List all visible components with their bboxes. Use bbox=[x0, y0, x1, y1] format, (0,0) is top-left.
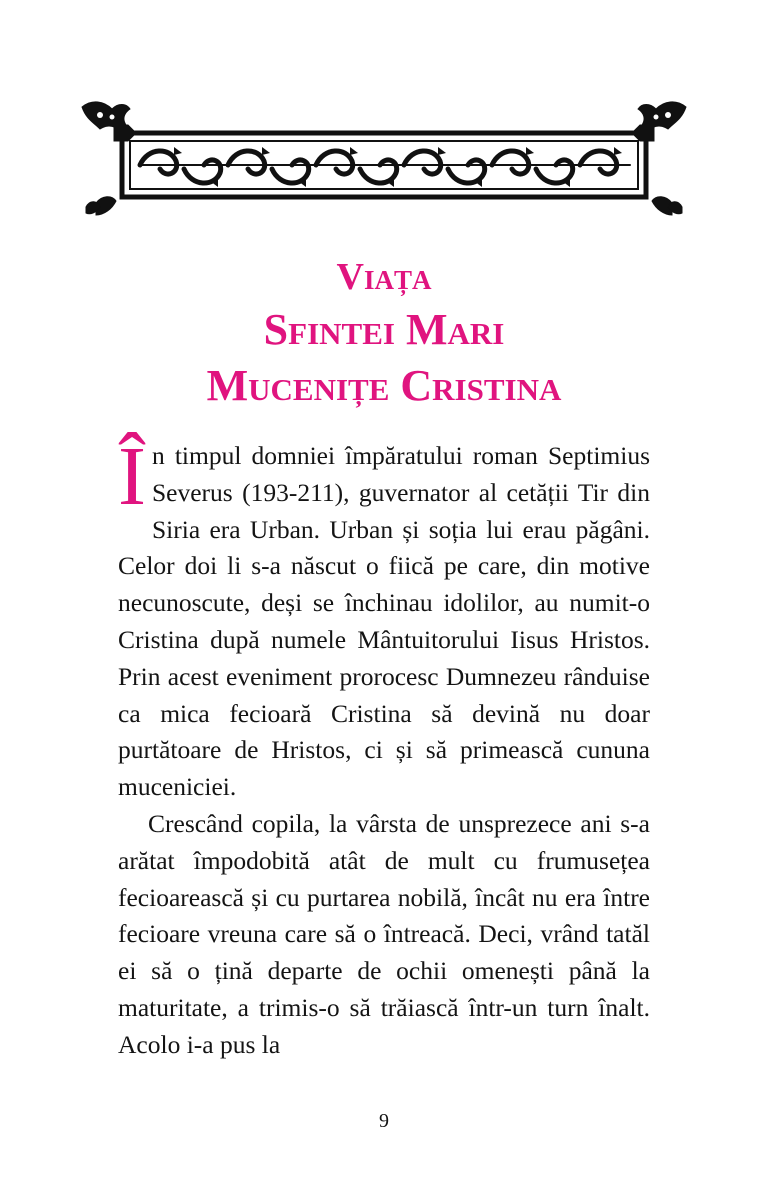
paragraph-2: Crescând copila, la vârsta de unsprezece ani s-a arătat împodobită atât de mult cu frumusețea fecioarească și cu purtarea nobilă, încât nu era între fecioare vreuna care să o întreacă. Deci, vrând tatăl ei să o țină departe de ochii omenești până la maturitate, a trimis-o să trăiască într-un turn înalt. Acolo i-a pus la bbox=[118, 808, 650, 1059]
paragraph-1 bbox=[118, 430, 650, 806]
page-number: 9 bbox=[379, 1110, 389, 1132]
drop-cap: Î bbox=[118, 430, 146, 523]
headpiece-ornament-icon bbox=[78, 95, 690, 225]
paragraph-1-text: n timpul domniei împăratului roman Septimius Severus (193-211), guvernator al cetății Tir din Siria era Urban. Urban și soția lui erau păgâni. Celor doi li s-a născut o fiică pe care, din motive necunoscute, deși se închinau idolilor, au numit-o Cristina după numele Mântuitorului Iisus Hristos. Prin acest eveniment prorocesc Dumnezeu rânduise ca mica fecioară Cristina să devină nu doar purtătoare de Hristos, ci și să primească cununa muceniciei. bbox=[118, 441, 650, 802]
chapter-title bbox=[0, 258, 768, 416]
title-line-3: Mucenițe Cristina bbox=[206, 361, 562, 410]
title-line-1: Viața bbox=[336, 256, 432, 298]
body-text bbox=[118, 430, 650, 1064]
title-line-2: Sfintei Mari bbox=[263, 305, 505, 354]
